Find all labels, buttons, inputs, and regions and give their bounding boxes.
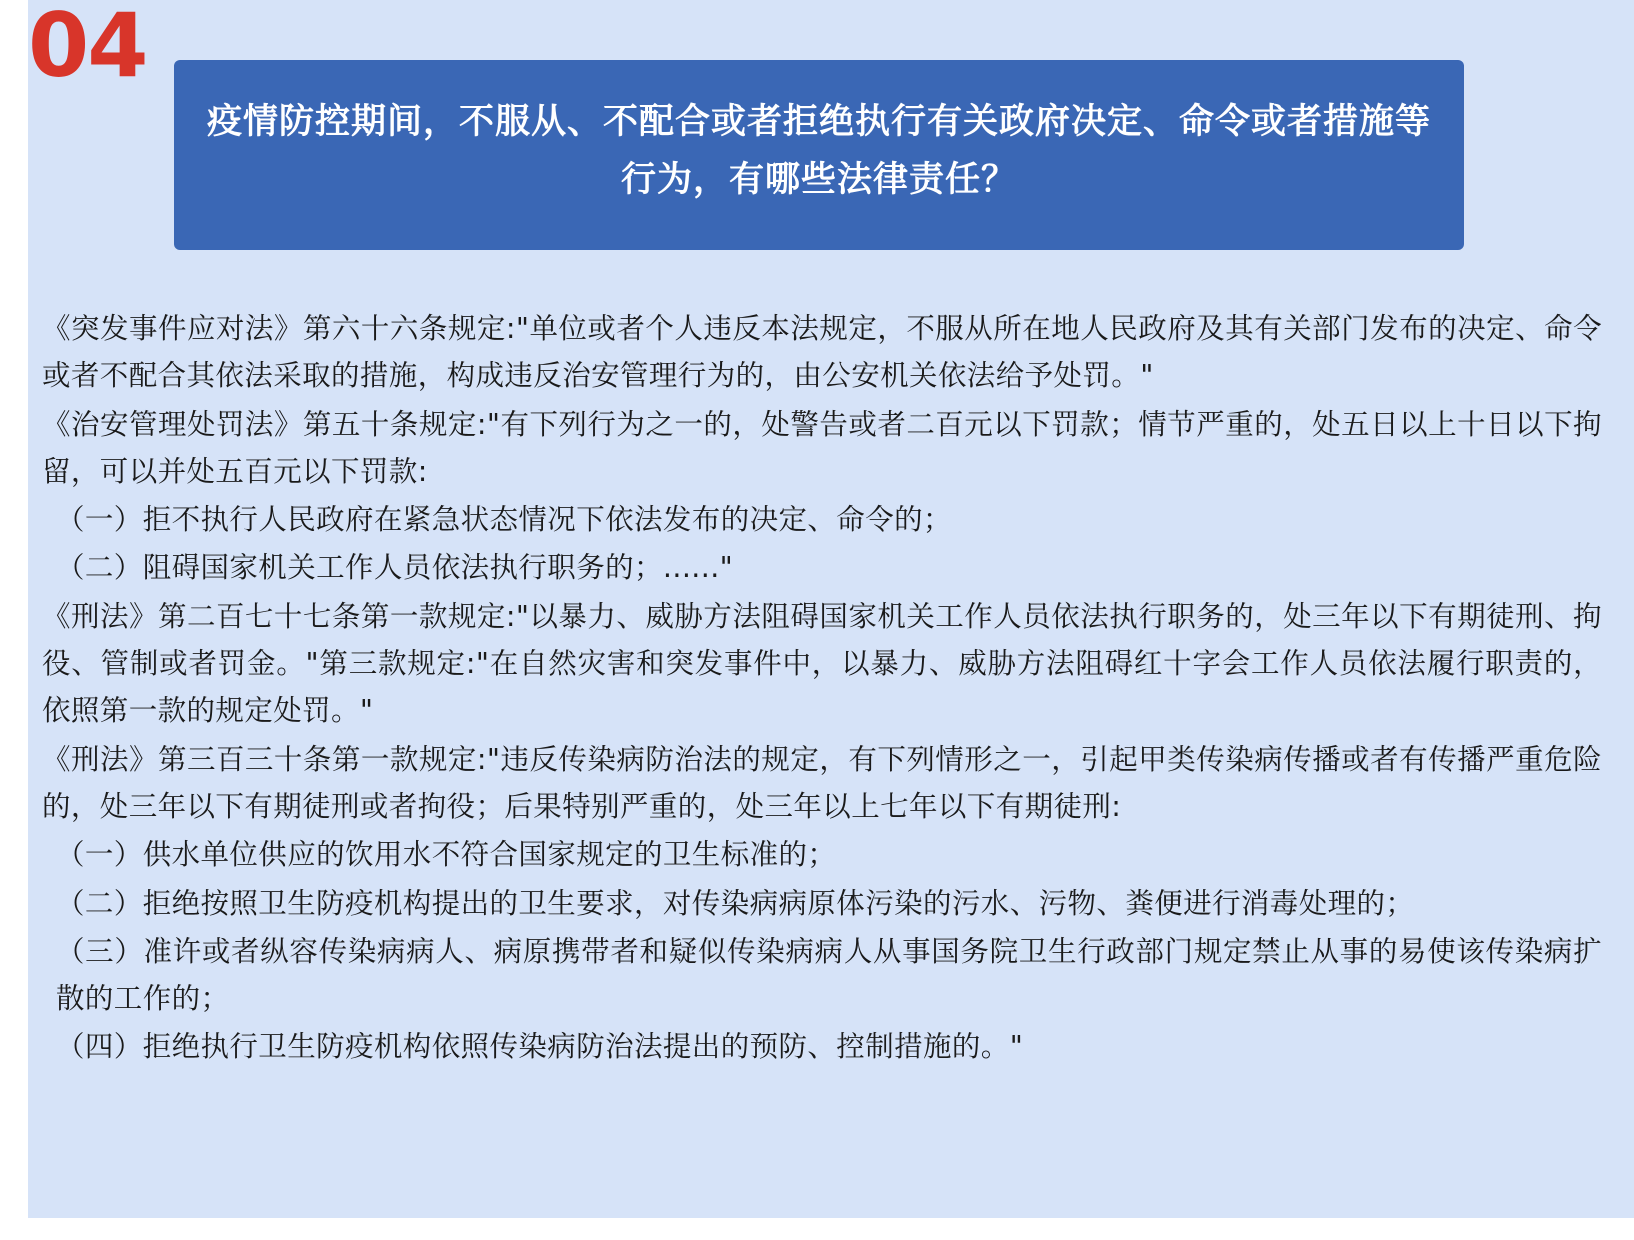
section-number: 04 [28,0,147,97]
paragraph-item: （二）阻碍国家机关工作人员依法执行职务的；......" [56,551,734,585]
page-title: 疫情防控期间，不服从、不配合或者拒绝执行有关政府决定、命令或者措施等行为，有哪些法律责任？ [206,102,1431,200]
paragraph-item: （一）供水单位供应的饮用水不符合国家规定的卫生标准的； [56,838,837,872]
left-white-margin [0,0,28,1240]
paragraph: 《刑法》第三百三十条第一款规定:"违反传染病防治法的规定，有下列情形之一，引起甲类传染病传播或者有传播严重危险的，处三年以下有期徒刑或者拘役；后果特别严重的，处三年以上七年以下有期徒刑: [42,742,1602,823]
body-content [42,305,1602,1072]
paragraph-item: （二）拒绝按照卫生防疫机构提出的卫生要求，对传染病病原体污染的污水、污物、粪便进行消毒处理的； [56,886,1415,920]
paragraph-item: （四）拒绝执行卫生防疫机构依照传染病防治法提出的预防、控制措施的。" [56,1030,1024,1064]
title-banner [174,60,1464,250]
paragraph: 《治安管理处罚法》第五十条规定:"有下列行为之一的，处警告或者二百元以下罚款；情节严重的，处五日以上十日以下拘留，可以并处五百元以下罚款: [42,407,1602,488]
bottom-white-margin [0,1218,1634,1240]
paragraph-item: （三）准许或者纵容传染病病人、病原携带者和疑似传染病病人从事国务院卫生行政部门规定禁止从事的易使该传染病扩散的工作的； [56,934,1602,1016]
paragraph: 《刑法》第二百七十七条第一款规定:"以暴力、威胁方法阻碍国家机关工作人员依法执行职务的，处三年以下有期徒刑、拘役、管制或者罚金。"第三款规定:"在自然灾害和突发事件中，以暴力、威胁方法阻碍红十字会工作人员依法履行职责的，依照第一款的规定处罚。" [42,599,1602,728]
paragraph: 《突发事件应对法》第六十六条规定:"单位或者个人违反本法规定，不服从所在地人民政府及其有关部门发布的决定、命令或者不配合其依法采取的措施，构成违反治安管理行为的，由公安机关依法给予处罚。" [42,312,1602,393]
paragraph-item: （一）拒不执行人民政府在紧急状态情况下依法发布的决定、命令的； [56,503,952,537]
